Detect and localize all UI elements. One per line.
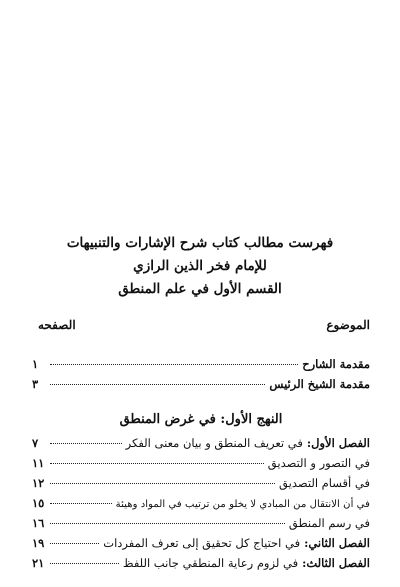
toc-entry-intro-commentator [32, 357, 370, 375]
entry-page: ١٦ [32, 516, 45, 530]
entry-page: ١١ [32, 456, 45, 470]
entry-page: ٢١ [32, 556, 45, 570]
dot-leader [50, 384, 265, 385]
section-heading: النهج الأول: في غرض المنطق [119, 412, 283, 427]
part-title: القسم الأول في علم المنطق [118, 281, 282, 297]
chapter-label: الفصل الأول: [306, 436, 370, 450]
dot-leader [50, 443, 122, 444]
entry-label: في تعريف المنطق و بيان معنى الفكر [125, 436, 303, 450]
toc-title: فهرست مطالب كتاب شرح الإشارات والتنبيهات [66, 235, 334, 251]
entry-page: ١٥ [32, 496, 45, 510]
entry-page: ١٢ [32, 476, 45, 490]
column-headers [32, 318, 370, 336]
chapter-label: الفصل الثاني: [304, 536, 370, 550]
title-block [40, 232, 360, 301]
author-line: للإمام فخر الذين الرازي [133, 258, 267, 274]
entry-page: ٧ [32, 436, 39, 450]
dot-leader [50, 364, 298, 365]
entry-label: مقدمة الشارح [302, 357, 370, 371]
toc-entry-intro-shaykh [32, 377, 370, 395]
toc-entry [32, 536, 370, 554]
entry-label: في التصور و التصديق [267, 456, 370, 470]
toc-entry [32, 476, 370, 494]
dot-leader [50, 563, 119, 564]
chapter-label: الفصل الثالث: [302, 556, 370, 570]
dot-leader [50, 503, 112, 504]
page-column-header: الصفحه [38, 318, 76, 332]
dot-leader [50, 463, 264, 464]
entry-label: في رسم المنطق [288, 516, 370, 530]
entry-label: في احتياج كل تحقيق إلى تعرف المفردات [103, 536, 301, 550]
topic-column-header: الموضوع [326, 318, 370, 332]
entry-page: ١٩ [32, 536, 45, 550]
toc-entry [32, 516, 370, 534]
toc-entry [32, 556, 370, 574]
toc-entry [32, 496, 370, 514]
entry-label: مقدمة الشيخ الرئيس [269, 377, 370, 391]
dot-leader [50, 523, 285, 524]
entry-page: ١ [32, 357, 39, 371]
toc-entry [32, 436, 370, 454]
toc-entry [32, 456, 370, 474]
entry-label: في لزوم رعاية المنطقي جانب اللفظ [122, 556, 299, 570]
entry-label: في أقسام التصديق [279, 476, 370, 490]
dot-leader [50, 543, 99, 544]
entry-page: ٣ [32, 377, 39, 391]
entry-label: في أن الانتقال من المبادي لا يخلو من ترتيب في المواد وهيئة [115, 499, 370, 510]
dot-leader [50, 483, 275, 484]
